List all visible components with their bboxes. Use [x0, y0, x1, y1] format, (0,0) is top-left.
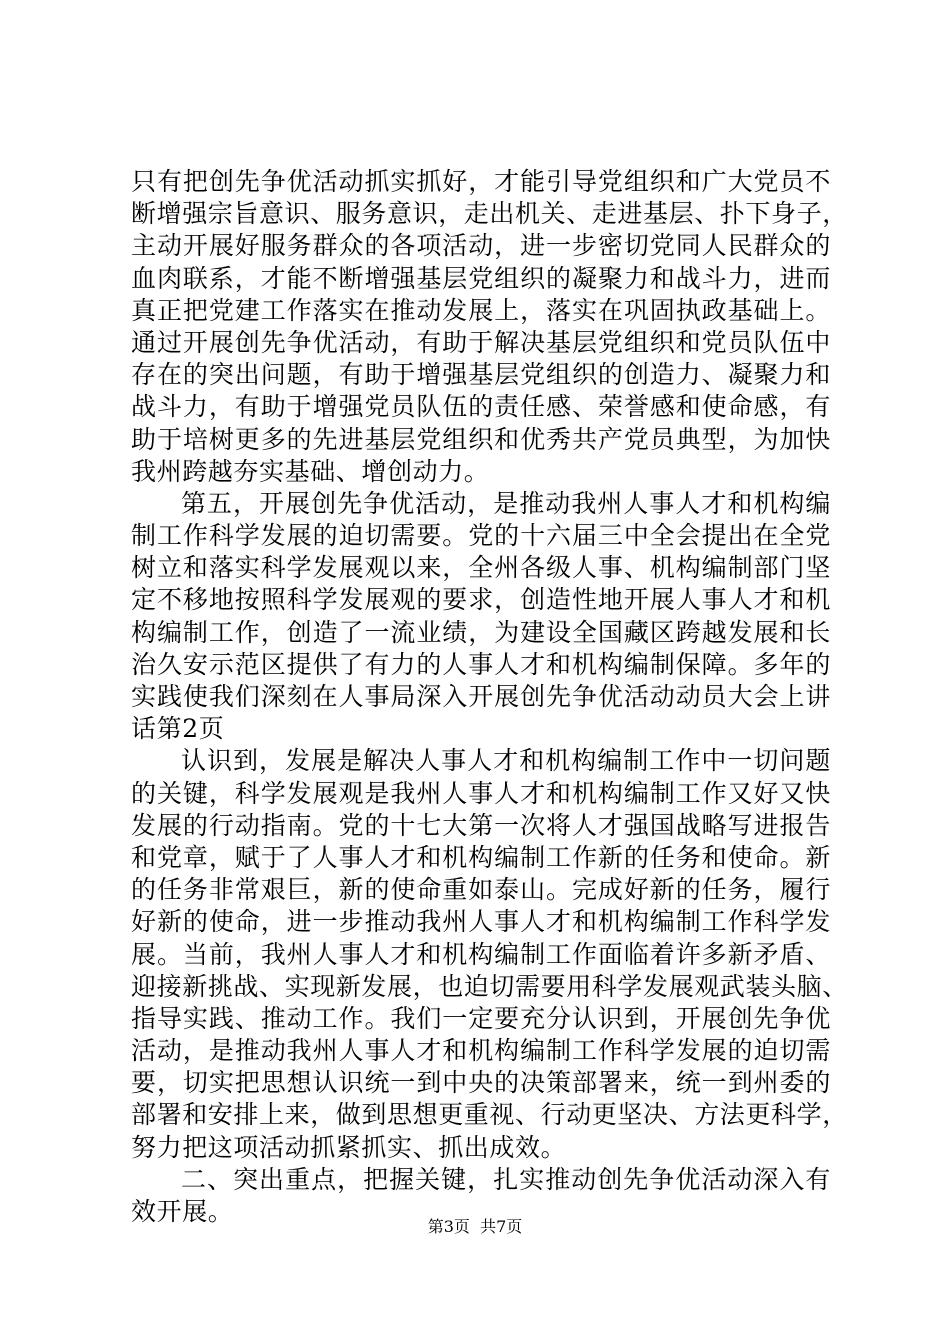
text-line: 构编制工作，创造了一流业绩，为建设全国藏区跨越发展和长 — [131, 617, 831, 647]
text-line: 发展的行动指南。党的十七大第一次将人才强国战略写进报告 — [131, 810, 831, 840]
text-line: 只有把创先争优活动抓实抓好，才能引导党组织和广大党员不 — [131, 167, 831, 196]
text-line: 治久安示范区提供了有力的人事人才和机构编制保障。多年的 — [131, 649, 831, 679]
text-line: 真正把党建工作落实在推动发展上，落实在巩固执政基础上。 — [131, 295, 831, 325]
text-line: 我州跨越夯实基础、增创动力。 — [131, 456, 490, 486]
text-line: 活动，是推动我州人事人才和机构编制工作科学发展的迫切需 — [131, 1036, 831, 1066]
text-line: 通过开展创先争优活动，有助于解决基层党组织和党员队伍中 — [131, 327, 831, 357]
text-line: 制工作科学发展的迫切需要。党的十六届三中全会提出在全党 — [131, 521, 831, 551]
text-line: 二、突出重点，把握关键，扎实推动创先争优活动深入有 — [181, 1164, 831, 1194]
text-line: 部署和安排上来，做到思想更重视、行动更坚决、方法更科学， — [131, 1100, 848, 1130]
text-line: 努力把这项活动抓紧抓实、抓出成效。 — [131, 1132, 567, 1162]
text-line: 话第2页 — [131, 714, 225, 744]
text-line: 实践使我们深刻在人事局深入开展创先争优活动动员大会上讲 — [131, 682, 831, 711]
text-line: 展。当前，我州人事人才和机构编制工作面临着许多新矛盾、 — [131, 939, 831, 969]
text-line: 的关键，科学发展观是我州人事人才和机构编制工作又好又快 — [131, 778, 831, 808]
text-line: 助于培树更多的先进基层党组织和优秀共产党员典型，为加快 — [131, 424, 831, 454]
text-line: 和党章，赋于了人事人才和机构编制工作新的任务和使命。新 — [131, 842, 831, 872]
text-line: 迎接新挑战、实现新发展，也迫切需要用科学发展观武装头脑、 — [131, 971, 848, 1001]
document-body — [131, 166, 848, 1228]
text-line: 存在的突出问题，有助于增强基层党组织的创造力、凝聚力和 — [131, 360, 831, 390]
text-line: 要，切实把思想认识统一到中央的决策部署来，统一到州委的 — [131, 1068, 831, 1098]
text-line: 效开展。 — [131, 1197, 234, 1226]
text-line: 战斗力，有助于增强党员队伍的责任感、荣誉感和使命感，有 — [131, 392, 831, 422]
paragraph — [131, 166, 848, 488]
page-footer: 第3页 共7页 — [427, 1217, 523, 1236]
text-line: 血肉联系，才能不断增强基层党组织的凝聚力和战斗力，进而 — [131, 263, 831, 293]
text-line: 断增强宗旨意识、服务意识，走出机关、走进基层、扑下身子， — [131, 199, 848, 229]
text-line: 主动开展好服务群众的各项活动，进一步密切党同人民群众的 — [131, 231, 831, 261]
paragraph — [131, 488, 831, 746]
text-line: 的任务非常艰巨，新的使命重如泰山。完成好新的任务，履行 — [131, 875, 831, 905]
text-line: 认识到，发展是解决人事人才和机构编制工作中一切问题 — [181, 746, 831, 776]
text-line: 好新的使命，进一步推动我州人事人才和机构编制工作科学发 — [131, 907, 831, 937]
text-line: 树立和落实科学发展观以来，全州各级人事、机构编制部门坚 — [131, 553, 831, 583]
paragraph — [131, 745, 848, 1163]
text-line: 指导实践、推动工作。我们一定要充分认识到，开展创先争优 — [131, 1003, 831, 1033]
text-line: 定不移地按照科学发展观的要求，创造性地开展人事人才和机 — [131, 585, 831, 615]
text-line: 第五，开展创先争优活动，是推动我州人事人才和机构编 — [181, 488, 831, 518]
